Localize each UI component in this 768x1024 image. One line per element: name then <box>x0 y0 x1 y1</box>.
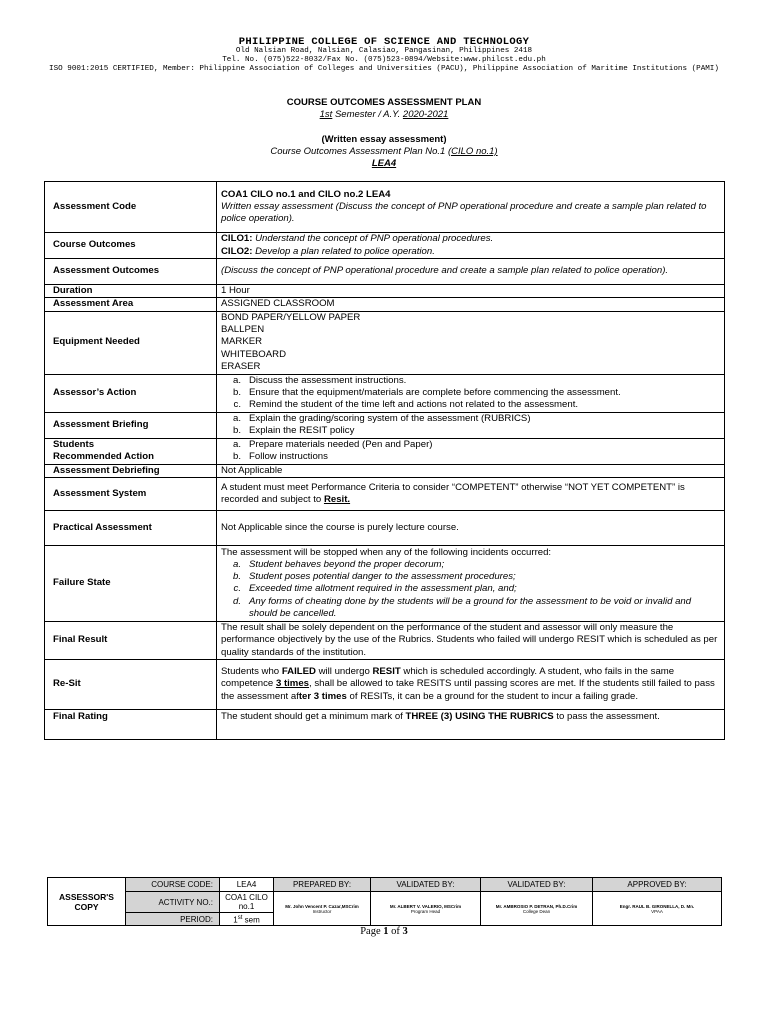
plan-line <box>0 146 768 157</box>
validated-by-signature-2: Mr. AMBROSIO P. DETRAN, Ph.D.Crim College Dean <box>481 892 593 926</box>
assessment-outcomes-value: (Discuss the concept of PNP operational procedure and create a sample plan related to police operation). <box>217 259 725 285</box>
list-item: b. Student poses potential danger to the assessment procedures; <box>232 571 516 583</box>
cilo2-tag: CILO2: <box>221 245 253 257</box>
validated-by-label: VALIDATED BY: <box>371 878 481 892</box>
final-result-value: The result shall be solely dependent on the performance of the student and assessor will only measure the performance objectively by the use of the Rubrics. Students who failed will undergo RESIT which is scheduled as per quality standards of the institution. <box>217 621 725 659</box>
equipment-item: BOND PAPER/YELLOW PAPER <box>221 311 361 323</box>
assessment-area-value: ASSIGNED CLASSROOM <box>217 298 725 311</box>
equipment-item: BALLPEN <box>221 324 265 336</box>
institution-certification: ISO 9001:2015 CERTIFIED, Member: Philippine Association of Colleges and Universities (PACU), Philippine Association of Maritime Institutions (PAMI) <box>49 65 719 73</box>
row-failure <box>45 545 725 621</box>
footer-signature-table <box>47 877 722 926</box>
approved-by-label: APPROVED BY: <box>593 878 722 892</box>
label-duration: Duration <box>45 285 217 298</box>
institution-contact: Tel. No. (075)522-8032/Fax No. (075)523-0894/Website:www.philcst.edu.ph <box>222 56 546 64</box>
row-final-rating: Final Rating The student should get a minimum mark of THREE (3) USING THE RUBRICS to pass the assessment. <box>45 709 725 739</box>
label-course-outcomes: Course Outcomes <box>45 233 217 259</box>
period-value: 1st sem <box>220 913 274 926</box>
row-equipment <box>45 311 725 374</box>
duration-value: 1 Hour <box>217 285 725 298</box>
list-item: a. Discuss the assessment instructions. <box>232 374 407 386</box>
list-item: a. Prepare materials needed (Pen and Paper) <box>232 438 433 450</box>
label-resit: Re-Sit <box>45 659 217 709</box>
label-assessment-code: Assessment Code <box>45 182 217 233</box>
cilo1-tag: CILO1: <box>221 233 253 245</box>
row-debriefing <box>45 464 725 477</box>
row-final-result <box>45 621 725 659</box>
institution-name: PHILIPPINE COLLEGE OF SCIENCE AND TECHNOLOGY <box>238 36 530 48</box>
validated-by-label-2: VALIDATED BY: <box>481 878 593 892</box>
semester-text: Semester / A.Y. <box>332 109 403 120</box>
label-failure: Failure State <box>45 545 217 621</box>
row-duration <box>45 285 725 298</box>
semester-ordinal: 1st <box>319 109 333 120</box>
plan-cilo: (CILO no.1) <box>447 146 498 157</box>
list-item: d. Any forms of cheating done by the students will be a ground for the assessment to be void or invalid and should be cancelled. <box>232 595 692 619</box>
course-code-title: LEA4 <box>371 158 397 169</box>
assessment-type: (Written essay assessment) <box>321 134 447 145</box>
activity-label: ACTIVITY NO.: <box>126 892 220 913</box>
document-title: COURSE OUTCOMES ASSESSMENT PLAN <box>286 97 482 108</box>
practical-value: Not Applicable since the course is purely lecture course. <box>217 510 725 545</box>
row-assessment-code <box>45 182 725 233</box>
row-assessor-action <box>45 374 725 412</box>
label-debriefing: Assessment Debriefing <box>45 464 217 477</box>
label-equipment: Equipment Needed <box>45 311 217 374</box>
row-resit: Re-Sit Students who FAILED will undergo RESIT which is scheduled accordingly. A student, who fails in the same competence 3 times, shall be allowed to take RESITS until passing scores are met. If the students still failed to pass the assessment after 3 times of RESITs, it can be a ground for the student to incur a failing grade. <box>45 659 725 709</box>
period-label: PERIOD: <box>126 913 220 926</box>
row-briefing <box>45 412 725 438</box>
equipment-item: WHITEBOARD <box>221 348 287 360</box>
label-final-result: Final Result <box>45 621 217 659</box>
list-item: c. Remind the student of the time left and actions not related to the assessment. <box>233 399 579 411</box>
activity-value: COA1 CILO no.1 <box>220 892 274 913</box>
cilo2-text: Develop a plan related to police operation. <box>252 245 435 257</box>
prepared-by-signature: Mr. John Vencent P. Cazar,MSCrim Instructor <box>274 892 371 926</box>
system-resit: Resit. <box>323 493 351 505</box>
semester-line <box>0 109 768 120</box>
label-assessor-action: Assessor’s Action <box>45 374 217 412</box>
label-assessment-outcomes: Assessment Outcomes <box>45 259 217 285</box>
row-practical <box>45 510 725 545</box>
cilo1-text: Understand the concept of PNP operational procedures. <box>252 233 494 245</box>
assessors-copy-label: ASSESSOR'S COPY <box>48 878 126 926</box>
list-item: c. Exceeded time allotment required in the assessment plan, and; <box>233 583 517 595</box>
list-item: a. Explain the grading/scoring system of the assessment (RUBRICS) <box>232 412 531 424</box>
label-practical: Practical Assessment <box>45 510 217 545</box>
approved-by-signature: Engr. RAUL B. GIRONELLA, D. Mn. VPAA <box>593 892 722 926</box>
debriefing-value: Not Applicable <box>217 464 725 477</box>
label-assessment-area: Assessment Area <box>45 298 217 311</box>
assessment-plan-table <box>44 181 725 740</box>
list-item: b. Ensure that the equipment/materials are complete before commencing the assessment. <box>232 386 621 398</box>
page-number: Page 1 of 3 <box>360 926 408 937</box>
row-assessment-outcomes <box>45 259 725 285</box>
institution-address: Old Nalsian Road, Nalsian, Calasiao, Pangasinan, Philippines 2418 <box>235 47 533 55</box>
label-briefing: Assessment Briefing <box>45 412 217 438</box>
academic-year: 2020-2021 <box>402 109 449 120</box>
row-system <box>45 477 725 510</box>
assessment-code-description: Written essay assessment (Discuss the concept of PNP operational procedure and create a sample plan related to police operation). <box>221 200 707 225</box>
validated-by-signature: Mr. ALBERT V. VALERIO, MSCrim Program Head <box>371 892 481 926</box>
list-item: b. Follow instructions <box>232 451 328 463</box>
equipment-item: ERASER <box>221 361 261 373</box>
list-item: b. Explain the RESIT policy <box>232 425 355 437</box>
row-course-outcomes <box>45 233 725 259</box>
assessment-code-value: COA1 CILO no.1 and CILO no.2 LEA4 <box>221 188 391 200</box>
label-students-action: Students Recommended Action <box>45 438 217 464</box>
equipment-item: MARKER <box>221 336 263 348</box>
course-code-value: LEA4 <box>220 878 274 892</box>
row-assessment-area <box>45 298 725 311</box>
plan-prefix: Course Outcomes Assessment Plan No.1 <box>270 146 448 157</box>
row-students-action <box>45 438 725 464</box>
failure-intro: The assessment will be stopped when any of the following incidents occurred: <box>221 546 552 558</box>
label-system: Assessment System <box>45 477 217 510</box>
system-text: A student must meet Performance Criteria to consider “COMPETENT” otherwise “NOT YET COMPETENT” is recorded and subject to <box>221 481 685 505</box>
list-item: a. Student behaves beyond the proper decorum; <box>232 558 445 570</box>
course-code-label: COURSE CODE: <box>126 878 220 892</box>
prepared-by-label: PREPARED BY: <box>274 878 371 892</box>
label-final-rating: Final Rating <box>45 709 217 739</box>
